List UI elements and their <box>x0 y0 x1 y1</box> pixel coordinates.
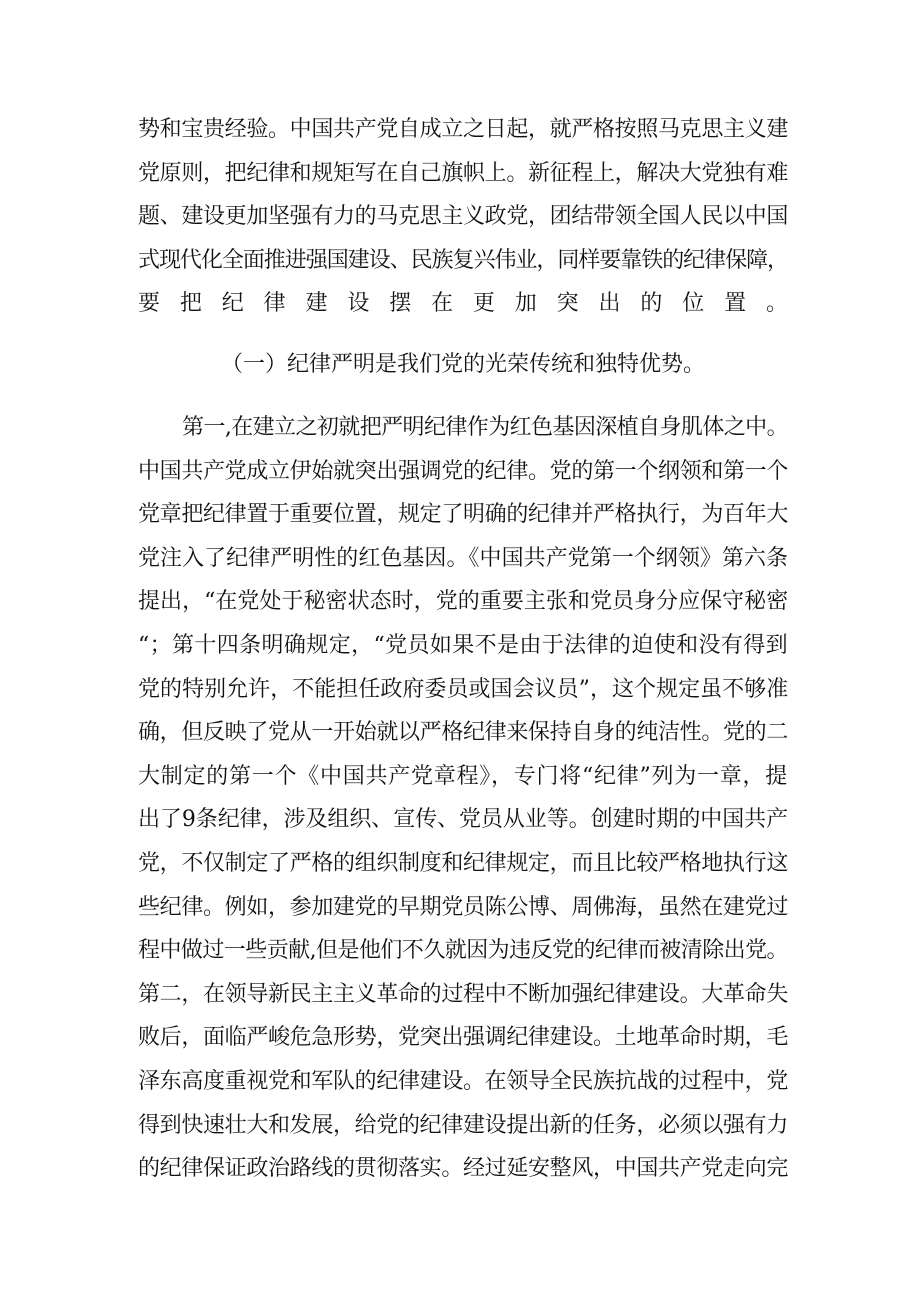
paragraph-2-line: 出了9条纪律，涉及组织、宣传、党员从业等。创建时期的中国共产 <box>138 807 788 833</box>
paragraph-1-line: 势和宝贵经验。中国共产党自成立之日起，就严格按照马克思主义建 <box>138 117 789 142</box>
paragraph-2-line: 党注入了纪律严明性的红色基因。《中国共产党第一个纲领》第六条 <box>138 545 789 571</box>
paragraph-2 <box>138 406 788 1191</box>
paragraph-2-line: 中国共产党成立伊始就突出强调党的纪律。党的第一个纲领和第一个 <box>138 458 789 484</box>
paragraph-2-line: 党，不仅制定了严格的组织制度和纪律规定，而且比较严格地执行这 <box>138 850 789 876</box>
section-heading: （一）纪律严明是我们党的光荣传统和独特优势。 <box>220 352 705 377</box>
paragraph-1-line: 式现代化全面推进强国建设、民族复兴伟业，同样要靠铁的纪律保障， <box>138 247 789 273</box>
paragraph-2-line: 泽东高度重视党和军队的纪律建设。在领导全民族抗战的过程中，党 <box>138 1068 789 1094</box>
paragraph-2-line: 党的特别允许，不能担任政府委员或国会议员”，这个规定虽不够准 <box>138 676 789 702</box>
paragraph-2-line: 提出，“在党处于秘密状态时，党的重要主张和党员身分应保守秘密 <box>138 589 789 615</box>
paragraph-2-line: 败后，面临严峻危急形势，党突出强调纪律建设。土地革命时期，毛 <box>138 1025 789 1051</box>
paragraph-2-line: 的纪律保证政治路线的贯彻落实。经过延安整风，中国共产党走向完 <box>138 1156 789 1182</box>
paragraph-1-line: 党原则，把纪律和规矩写在自己旗帜上。新征程上，解决大党独有难 <box>138 160 789 186</box>
paragraph-2-line: 程中做过一些贡献,但是他们不久就因为违反党的纪律而被清除出党。 <box>138 938 788 964</box>
paragraph-2-line: 得到快速壮大和发展，给党的纪律建设提出新的任务，必须以强有力 <box>138 1112 789 1138</box>
paragraph-1-line: 题、建设更加坚强有力的马克思主义政党，团结带领全国人民以中国 <box>138 204 789 230</box>
paragraph-1 <box>138 108 788 326</box>
paragraph-2-line: 第二，在领导新民主主义革命的过程中不断加强纪律建设。大革命失 <box>138 981 789 1007</box>
paragraph-1-line: 要把纪律建设摆在更加突出的位置。 <box>138 291 788 317</box>
paragraph-2-line: 些纪律。例如，参加建党的早期党员陈公博、周佛海，虽然在建党过 <box>138 894 789 920</box>
paragraph-2-line: “；第十四条明确规定，“党员如果不是由于法律的迫使和没有得到 <box>138 632 788 658</box>
paragraph-2-line: 第一,在建立之初就把严明纪律作为红色基因深植自身肌体之中。 <box>182 415 788 440</box>
paragraph-2-line: 党章把纪律置于重要位置，规定了明确的纪律并严格执行，为百年大 <box>138 502 789 528</box>
paragraph-2-line: 确，但反映了党从一开始就以严格纪律来保持自身的纯洁性。党的二 <box>138 720 789 746</box>
paragraph-2-line: 大制定的第一个《中国共产党章程》，专门将“纪律”列为一章，提 <box>138 763 788 789</box>
